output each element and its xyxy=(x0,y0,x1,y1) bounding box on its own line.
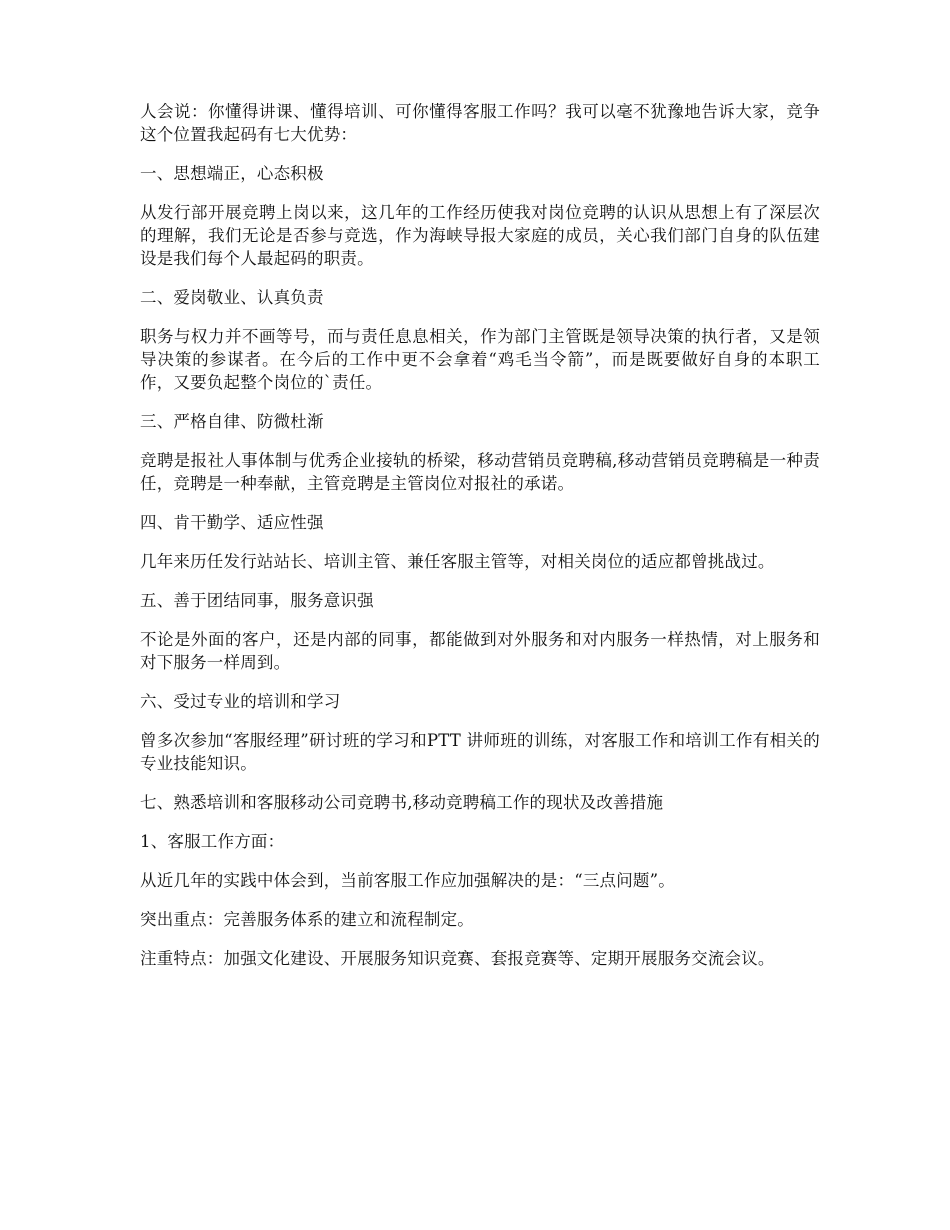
subsection-point-features: 注重特点：加强文化建设、开展服务知识竞赛、套报竞赛等、定期开展服务交流会议。 xyxy=(140,949,775,968)
section-heading-6: 六、受过专业的培训和学习 xyxy=(140,692,341,711)
subsection-point-focus: 突出重点：完善服务体系的建立和流程制定。 xyxy=(140,910,474,929)
section-heading-7: 七、熟悉培训和客服移动公司竞聘书,移动竞聘稿工作的现状及改善措施 xyxy=(140,793,664,812)
section-body-4: 几年来历任发行站站长、培训主管、兼任客服主管等，对相关岗位的适应都曾挑战过。 xyxy=(140,552,775,571)
intro-paragraph: 人会说：你懂得讲课、懂得培训、可你懂得客服工作吗？我可以毫不犹豫地告诉大家，竞争这个位置我起码有七大优势： xyxy=(140,102,820,144)
subsection-heading-1: 1、客服工作方面： xyxy=(140,832,285,851)
section-heading-3: 三、严格自律、防微杜渐 xyxy=(140,412,324,431)
document-body xyxy=(140,100,820,986)
section-heading-1: 一、思想端正，心态积极 xyxy=(140,164,324,183)
subsection-body-1: 从近几年的实践中体会到，当前客服工作应加强解决的是：“三点问题”。 xyxy=(140,871,675,890)
section-body-2: 职务与权力并不画等号，而与责任息息相关，作为部门主管既是领导决策的执行者，又是领导决策的参谋者。在今后的工作中更不会拿着“鸡毛当令箭”，而是既要做好自身的本职工作，又要负起整个岗位的`责任。 xyxy=(140,327,820,392)
section-heading-5: 五、善于团结同事，服务意识强 xyxy=(140,591,374,610)
section-body-6: 曾多次参加“客服经理”研讨班的学习和PTT 讲师班的训练，对客服工作和培训工作有相关的专业技能知识。 xyxy=(140,731,820,773)
section-body-5: 不论是外面的客户，还是内部的同事，都能做到对外服务和对内服务一样热情，对上服务和对下服务一样周到。 xyxy=(140,630,820,672)
section-body-1: 从发行部开展竞聘上岗以来，这几年的工作经历使我对岗位竞聘的认识从思想上有了深层次的理解，我们无论是否参与竞选，作为海峡导报大家庭的成员，关心我们部门自身的队伍建设是我们每个人最起码的职责。 xyxy=(140,203,820,268)
section-heading-4: 四、肯干勤学、适应性强 xyxy=(140,513,324,532)
section-body-3: 竞聘是报社人事体制与优秀企业接轨的桥梁，移动营销员竞聘稿,移动营销员竞聘稿是一种责任，竞聘是一种奉献，主管竞聘是主管岗位对报社的承诺。 xyxy=(140,451,820,493)
section-heading-2: 二、爱岗敬业、认真负责 xyxy=(140,288,324,307)
